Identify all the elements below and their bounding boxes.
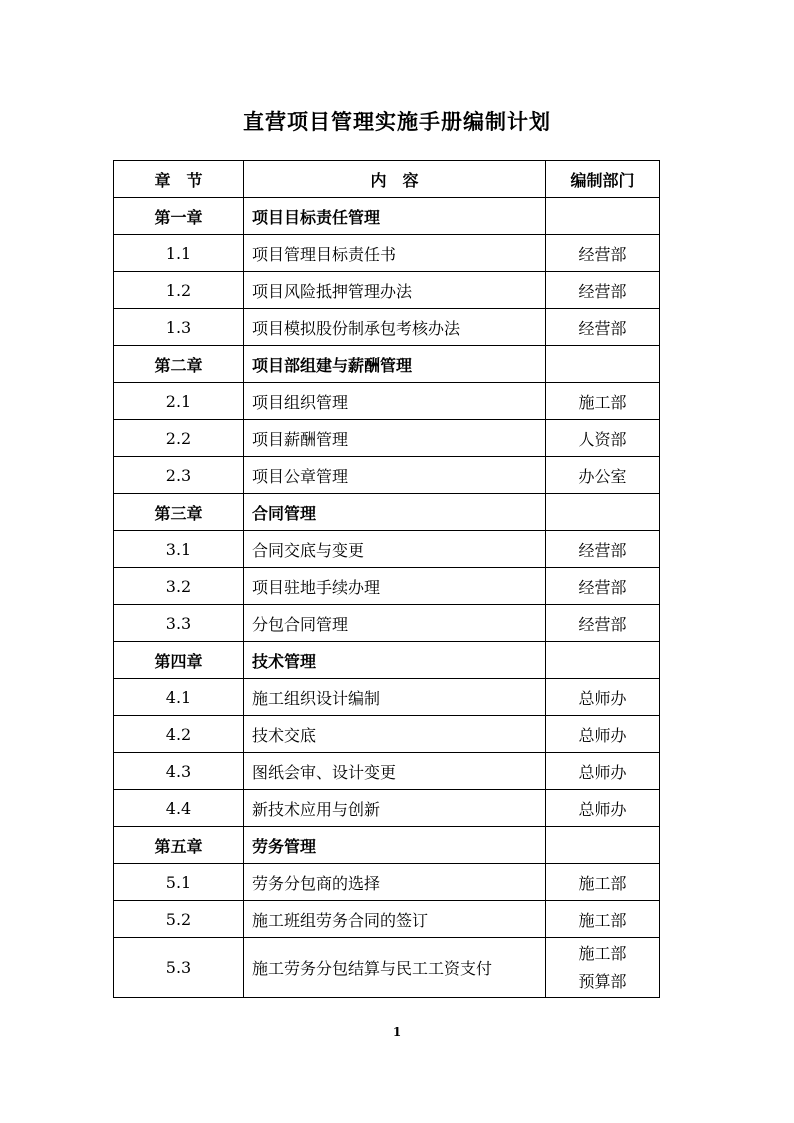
section-content: 合同交底与变更 (244, 531, 546, 568)
table-row (114, 864, 660, 901)
section-dept-secondary: 预算部 (578, 971, 627, 991)
chapter-row (114, 494, 660, 531)
section-content: 项目组织管理 (244, 383, 546, 420)
section-number: 4.1 (114, 679, 244, 716)
chapter-number: 第三章 (114, 494, 244, 531)
section-dept: 施工部 (546, 901, 660, 938)
table-row (114, 272, 660, 309)
chapter-number: 第一章 (114, 198, 244, 235)
table-row (114, 901, 660, 938)
section-number: 4.4 (114, 790, 244, 827)
table-row (114, 938, 660, 998)
chapter-dept (546, 494, 660, 531)
section-dept: 总师办 (546, 753, 660, 790)
table-row (114, 568, 660, 605)
table-row (114, 679, 660, 716)
chapter-row (114, 827, 660, 864)
section-number: 1.3 (114, 309, 244, 346)
section-dept: 经营部 (546, 309, 660, 346)
section-content: 项目公章管理 (244, 457, 546, 494)
section-content: 施工劳务分包结算与民工工资支付 (244, 938, 546, 998)
chapter-number: 第二章 (114, 346, 244, 383)
table-row (114, 753, 660, 790)
section-number: 5.2 (114, 901, 244, 938)
table-row (114, 790, 660, 827)
section-dept: 经营部 (546, 531, 660, 568)
section-dept: 经营部 (546, 272, 660, 309)
section-number: 3.3 (114, 605, 244, 642)
section-content: 项目薪酬管理 (244, 420, 546, 457)
chapter-title: 合同管理 (244, 494, 546, 531)
chapter-dept (546, 198, 660, 235)
section-dept: 总师办 (546, 790, 660, 827)
section-content: 项目风险抵押管理办法 (244, 272, 546, 309)
section-content: 项目管理目标责任书 (244, 235, 546, 272)
section-dept: 总师办 (546, 679, 660, 716)
chapter-number: 第四章 (114, 642, 244, 679)
section-number: 2.3 (114, 457, 244, 494)
section-dept: 经营部 (546, 235, 660, 272)
section-content: 图纸会审、设计变更 (244, 753, 546, 790)
document-title: 直营项目管理实施手册编制计划 (243, 110, 551, 134)
table-row (114, 457, 660, 494)
table-row (114, 383, 660, 420)
section-dept: 施工部 (546, 383, 660, 420)
section-number: 1.1 (114, 235, 244, 272)
chapter-dept (546, 346, 660, 383)
section-number: 5.1 (114, 864, 244, 901)
chapter-dept (546, 827, 660, 864)
section-content: 项目驻地手续办理 (244, 568, 546, 605)
section-content: 施工班组劳务合同的签订 (244, 901, 546, 938)
section-content: 分包合同管理 (244, 605, 546, 642)
chapter-title: 项目目标责任管理 (244, 198, 546, 235)
section-number: 2.1 (114, 383, 244, 420)
header-dept: 编制部门 (546, 161, 660, 198)
page-number: 1 (392, 1025, 402, 1039)
section-number: 1.2 (114, 272, 244, 309)
section-content: 施工组织设计编制 (244, 679, 546, 716)
section-number: 2.2 (114, 420, 244, 457)
section-dept: 人资部 (546, 420, 660, 457)
table-header-row (114, 161, 660, 198)
section-number: 4.2 (114, 716, 244, 753)
chapter-number: 第五章 (114, 827, 244, 864)
section-number: 3.1 (114, 531, 244, 568)
header-chapter: 章 节 (114, 161, 244, 198)
table-row (114, 531, 660, 568)
section-dept: 施工部 (546, 864, 660, 901)
section-dept: 经营部 (546, 605, 660, 642)
section-dept: 总师办 (546, 716, 660, 753)
table-row (114, 716, 660, 753)
section-dept: 经营部 (546, 568, 660, 605)
plan-table (113, 160, 660, 998)
header-content: 内 容 (244, 161, 546, 198)
chapter-row (114, 198, 660, 235)
chapter-title: 项目部组建与薪酬管理 (244, 346, 546, 383)
section-content: 项目模拟股份制承包考核办法 (244, 309, 546, 346)
table-row (114, 235, 660, 272)
section-dept-cell (546, 938, 660, 998)
chapter-title: 技术管理 (244, 642, 546, 679)
section-number: 5.3 (114, 938, 244, 998)
table-row (114, 420, 660, 457)
section-number: 3.2 (114, 568, 244, 605)
chapter-row (114, 346, 660, 383)
section-content: 技术交底 (244, 716, 546, 753)
section-content: 劳务分包商的选择 (244, 864, 546, 901)
table-row (114, 605, 660, 642)
chapter-row (114, 642, 660, 679)
section-dept: 施工部 (578, 943, 627, 963)
chapter-dept (546, 642, 660, 679)
table-row (114, 309, 660, 346)
chapter-title: 劳务管理 (244, 827, 546, 864)
section-content: 新技术应用与创新 (244, 790, 546, 827)
section-dept: 办公室 (546, 457, 660, 494)
section-number: 4.3 (114, 753, 244, 790)
